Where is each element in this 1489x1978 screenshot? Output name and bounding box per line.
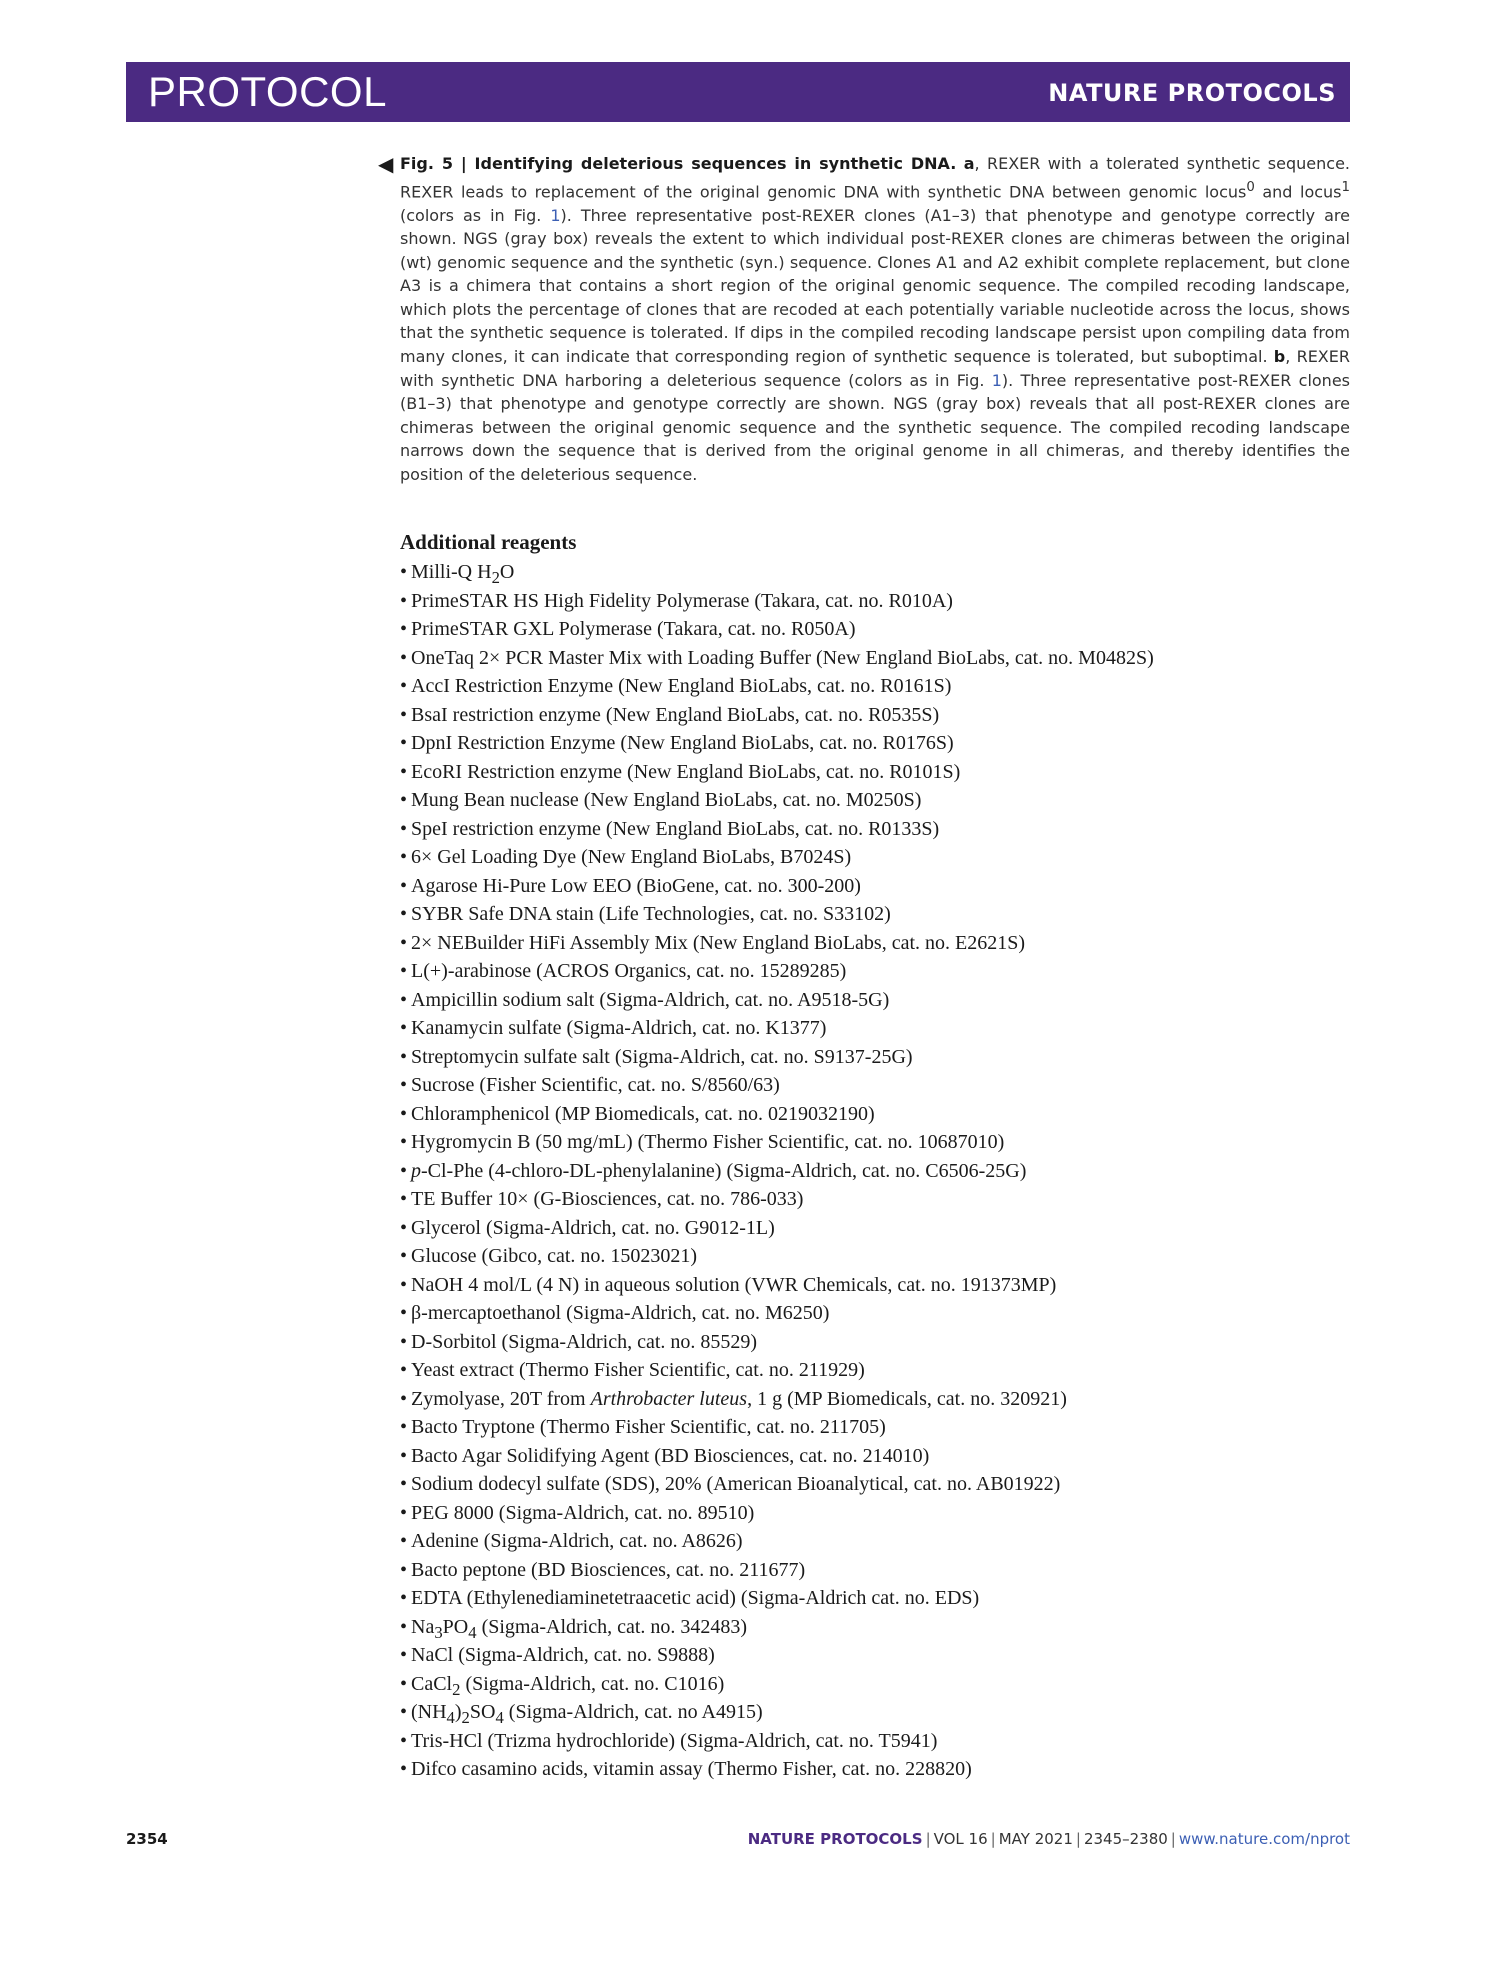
list-item: • Bacto Agar Solidifying Agent (BD Biosciences, cat. no. 214010) [400,1444,930,1467]
figure-caption [400,152,1350,487]
caption-part-b-text-2: ). Three representative post-REXER clones (B1–3) that phenotype and genotype correctly are shown. NGS (gray box) reveals that all post-REXER clones are chimeras between the original genomic sequence and the synthetic sequence. The compiled recoding landscape narrows down the sequence that is derived from the original genome in all chimeras, and thereby identifies the position of the deleterious sequence. [400,370,1350,485]
section-title: PROTOCOL [148,68,387,115]
list-item: • Ampicillin sodium salt (Sigma-Aldrich, cat. no. A9518-5G) [400,988,890,1011]
list-item: • Adenine (Sigma-Aldrich, cat. no. A8626) [400,1530,743,1552]
list-item: • TE Buffer 10× (G-Biosciences, cat. no. 786-033) [400,1188,804,1210]
list-item: • Streptomycin sulfate salt (Sigma-Aldrich, cat. no. S9137-25G) [400,1045,913,1068]
caption-part-a-text-2: (colors as in Fig. [400,205,551,225]
page-number: 2354 [126,1830,168,1848]
list-item: • SYBR Safe DNA stain (Life Technologies, cat. no. S33102) [400,903,891,925]
list-item: • β-mercaptoethanol (Sigma-Aldrich, cat. no. M6250) [400,1302,830,1324]
footer-url-link[interactable]: www.nature.com/nprot [1178,1830,1350,1848]
list-item: • $(NH_4)_2SO_4$ (Sigma-Aldrich, cat. no A4915) [400,1701,763,1727]
footer-volume: VOL 16 [933,1830,988,1848]
list-item: • $Na_3PO_4$ (Sigma-Aldrich, cat. no. 342483) [400,1615,748,1642]
locus-1-superscript: 1 [1341,179,1350,195]
list-item: • Bacto Tryptone (Thermo Fisher Scientific, cat. no. 211705) [400,1416,886,1438]
list-item: • Zymolyase, 20T from Arthrobacter luteus, 1 g (MP Biomedicals, cat. no. 320921) [400,1387,1067,1410]
list-item: • Milli-Q $H_2O$ [400,561,515,587]
list-item: • 2× NEBuilder HiFi Assembly Mix (New England BioLabs, cat. no. E2621S) [400,931,1026,954]
list-item: • Chloramphenicol (MP Biomedicals, cat. no. 0219032190) [400,1102,875,1125]
list-item: • D-Sorbitol (Sigma-Aldrich, cat. no. 85529) [400,1330,758,1353]
locus-0-superscript: 0 [1246,179,1255,195]
list-item: • Sucrose (Fisher Scientific, cat. no. S/8560/63) [400,1074,780,1096]
journal-title: NATURE PROTOCOLS [1048,79,1336,107]
list-item: • OneTaq 2× PCR Master Mix with Loading Buffer (New England BioLabs, cat. no. M0482S) [400,646,1154,669]
footer-journal: NATURE PROTOCOLS [747,1830,923,1848]
caption-part-b-text-1: , REXER with synthetic DNA harboring a deleterious sequence (colors as in Fig. [400,347,1350,390]
footer-date: MAY 2021 [998,1830,1073,1848]
list-item: • Hygromycin B (50 mg/mL) (Thermo Fisher Scientific, cat. no. 10687010) [400,1131,1005,1153]
footer-citation: NATURE PROTOCOLS | VOL 16 | MAY 2021 | 2345–2380 | www.nature.com/nprot [747,1830,1350,1848]
list-item: • Glycerol (Sigma-Aldrich, cat. no. G9012-1L) [400,1216,775,1239]
list-item: • Tris-HCl (Trizma hydrochloride) (Sigma-Aldrich, cat. no. T5941) [400,1729,938,1752]
caption-part-a-text-1: , REXER with a tolerated synthetic sequence. REXER leads to replacement of the original genomic DNA with synthetic DNA between genomic locus [400,154,1350,201]
list-item: • Yeast extract (Thermo Fisher Scientific, cat. no. 211929) [400,1359,865,1381]
list-item: • Glucose (Gibco, cat. no. 15023021) [400,1245,698,1267]
list-item: • p-Cl-Phe (4-chloro-DL-phenylalanine) (Sigma-Aldrich, cat. no. C6506-25G) [400,1159,1027,1182]
list-item: • DpnI Restriction Enzyme (New England BioLabs, cat. no. R0176S) [400,732,954,754]
caption-arrow-icon: ◀ [378,152,394,176]
caption-part-b-label: b [1273,347,1286,367]
fig-1-link[interactable]: 1 [550,205,561,225]
header-bar [126,62,1350,122]
caption-part-a-text-3: ). Three representative post-REXER clones (A1–3) that phenotype and genotype correctly are shown. NGS (gray box) reveals the extent to which individual post-REXER clones are chimeras between the original (wt) genomic sequence and the synthetic (syn.) sequence. Clones A1 and A2 exhibit complete replacement, but clone A3 is a chimera that contains a short region of the original genomic sequence. The compiled recoding landscape, which plots the percentage of clones that are recoded at each potentially variable nucleotide across the locus, shows that the synthetic sequence is tolerated. If dips in the compiled recoding landscape persist upon compiling data from many clones, it can indicate that corresponding region of synthetic sequence is tolerated, but suboptimal. [400,205,1350,367]
list-item: • 6× Gel Loading Dye (New England BioLabs, B7024S) [400,846,852,868]
list-item: • Sodium dodecyl sulfate (SDS), 20% (American Bioanalytical, cat. no. AB01922) [400,1473,1061,1495]
caption-fig-label: Fig. 5 | Identifying deleterious sequences in synthetic DNA. [400,154,957,173]
list-item: • L(+)-arabinose (ACROS Organics, cat. no. 15289285) [400,960,847,982]
list-item: • CaCl$_2$ (Sigma-Aldrich, cat. no. C1016) [400,1672,725,1699]
footer-pages: 2345–2380 [1083,1830,1168,1848]
list-item: • BsaI restriction enzyme (New England BioLabs, cat. no. R0535S) [400,703,940,726]
fig-1-link[interactable]: 1 [991,370,1002,390]
list-item: • EDTA (Ethylenediaminetetraacetic acid) (Sigma-Aldrich cat. no. EDS) [400,1587,980,1609]
caption-and-locus: and locus [1254,181,1342,201]
caption-part-a-label: a [963,154,975,173]
list-item: • PrimeSTAR HS High Fidelity Polymerase (Takara, cat. no. R010A) [400,589,953,612]
reagent-list [400,558,1350,1784]
list-item: • NaCl (Sigma-Aldrich, cat. no. S9888) [400,1644,715,1666]
list-item: • Mung Bean nuclease (New England BioLabs, cat. no. M0250S) [400,789,922,811]
list-item: • AccI Restriction Enzyme (New England BioLabs, cat. no. R0161S) [400,675,952,697]
list-item: • Bacto peptone (BD Biosciences, cat. no. 211677) [400,1558,806,1581]
additional-reagents-section [400,528,1350,1784]
list-item: • PrimeSTAR GXL Polymerase (Takara, cat. no. R050A) [400,618,856,640]
list-item: • Kanamycin sulfate (Sigma-Aldrich, cat. no. K1377) [400,1017,827,1039]
list-item: • NaOH 4 mol/L (4 N) in aqueous solution (VWR Chemicals, cat. no. 191373MP) [400,1273,1057,1296]
reagents-heading: Additional reagents [400,530,577,554]
list-item: • EcoRI Restriction enzyme (New England BioLabs, cat. no. R0101S) [400,760,961,783]
list-item: • SpeI restriction enzyme (New England BioLabs, cat. no. R0133S) [400,817,940,840]
list-item: • PEG 8000 (Sigma-Aldrich, cat. no. 89510) [400,1501,755,1524]
list-item: • Difco casamino acids, vitamin assay (Thermo Fisher, cat. no. 228820) [400,1758,972,1780]
list-item: • Agarose Hi-Pure Low EEO (BioGene, cat. no. 300-200) [400,874,861,897]
